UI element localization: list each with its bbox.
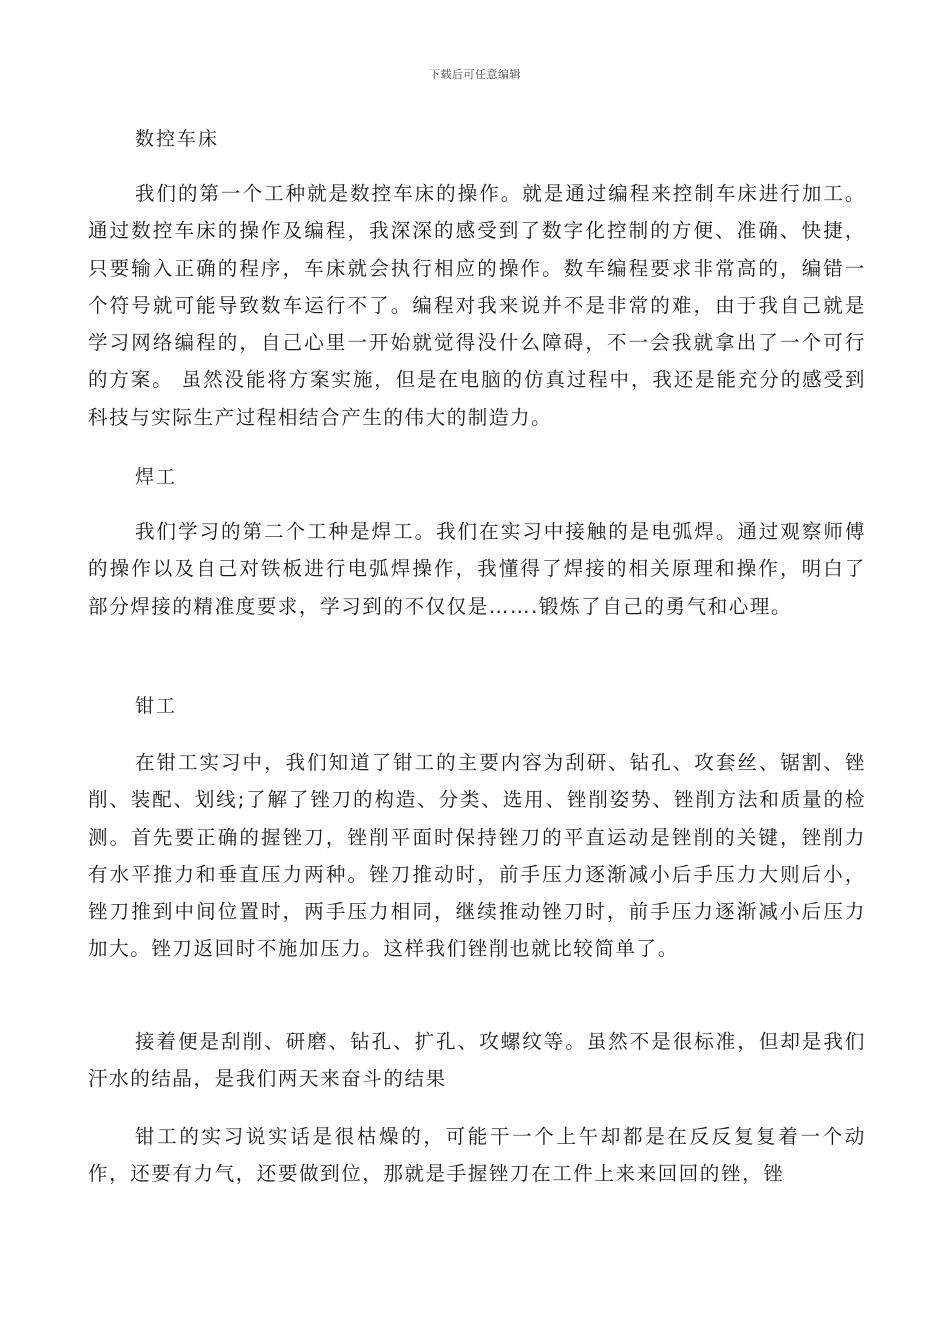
section-heading-cnc-lathe: 数控车床	[135, 128, 220, 150]
page-header: 下载后可任意编辑	[429, 68, 521, 81]
paragraph-welding: 我们学习的第二个工种是焊工。我们在实习中接触的是电弧焊。通过观察师傅的操作以及自己对铁板进行电弧焊操作，我懂得了焊接的相关原理和操作，明白了部分焊接的精准度要求，学习到的不仅仅是…….锻炼了自己的勇气和心理。	[88, 520, 866, 618]
paragraph-fitter-3: 钳工的实习说实话是很枯燥的，可能干一个上午却都是在反反复复着一个动作，还要有力气，还要做到位，那就是手握锉刀在工件上来来回回的锉，锉	[88, 1125, 866, 1186]
paragraph-cnc-lathe: 我们的第一个工种就是数控车床的操作。就是通过编程来控制车床进行加工。通过数控车床的操作及编程，我深深的感受到了数字化控制的方便、准确、快捷，只要输入正确的程序，车床就会执行相应的操作。数车编程要求非常高的，编错一个符号就可能导致数车运行不了。编程对我来说并不是非常的难，由于我自己就是学习网络编程的，自己心里一开始就觉得没什么障碍，不一会我就拿出了一个可行的方案。 虽然没能将方案实施，但是在电脑的仿真过程中，我还是能充分的感受到科技与实际生产过程相结合产生的伟大的制造力。	[88, 182, 866, 429]
paragraph-fitter-1: 在钳工实习中，我们知道了钳工的主要内容为刮研、钻孔、攻套丝、锯割、锉削、装配、划线;了解了锉刀的构造、分类、选用、锉削姿势、锉削方法和质量的检测。首先要正确的握锉刀，锉削平面时保持锉刀的平直运动是锉削的关键，锉削力有水平推力和垂直压力两种。锉刀推动时，前手压力逐渐减小后手压力大则后小，锉刀推到中间位置时，两手压力相同，继续推动锉刀时，前手压力逐渐减小后压力加大。锉刀返回时不施加压力。这样我们锉削也就比较简单了。	[88, 751, 866, 961]
section-heading-fitter: 钳工	[135, 695, 178, 717]
section-heading-welding: 焊工	[135, 466, 178, 488]
paragraph-fitter-2: 接着便是刮削、研磨、钻孔、扩孔、攻螺纹等。虽然不是很标准，但却是我们汗水的结晶，是我们两天来奋斗的结果	[88, 1030, 866, 1091]
